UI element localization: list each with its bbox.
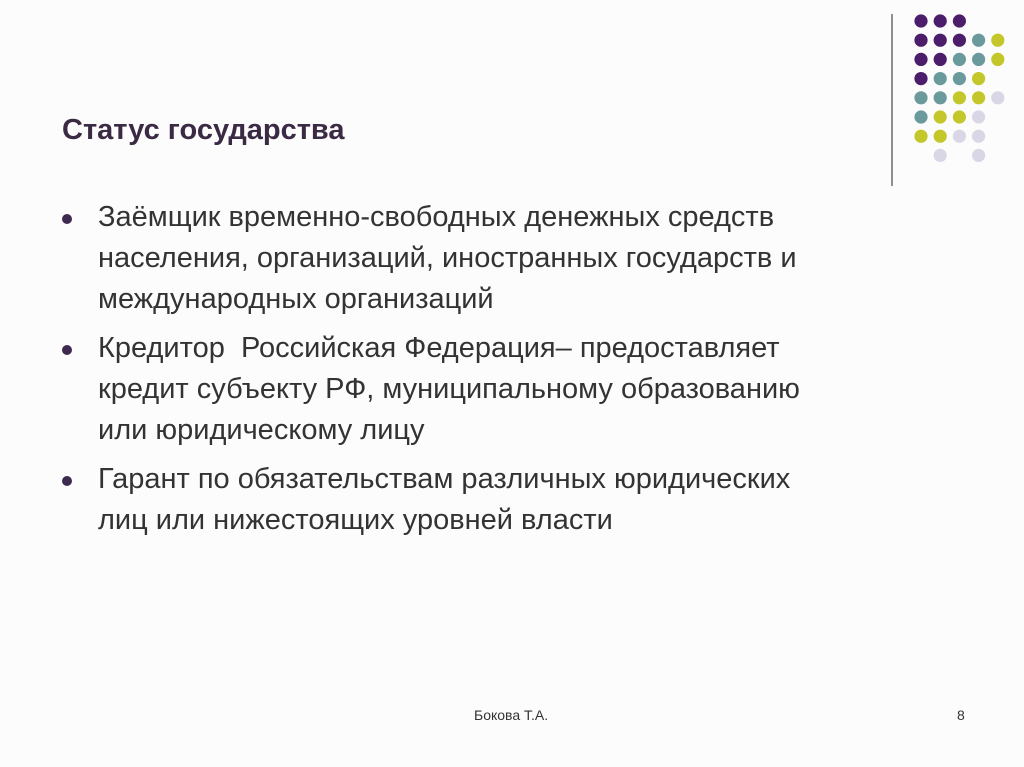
decorative-dot — [991, 91, 1004, 104]
decorative-dot — [934, 14, 947, 27]
decorative-dot — [953, 72, 966, 85]
decorative-dot — [914, 14, 927, 27]
decorative-dot — [953, 110, 966, 123]
decorative-dot — [972, 72, 985, 85]
decorative-dot-grid — [0, 0, 1024, 200]
bullet-list — [60, 197, 960, 549]
decorative-dot — [934, 53, 947, 66]
bullet-item-borrower — [60, 197, 960, 320]
slide-title: Статус государства — [62, 114, 345, 146]
decorative-dot — [914, 130, 927, 143]
decorative-dot — [991, 53, 1004, 66]
decorative-dot — [972, 149, 985, 162]
decorative-dot — [953, 53, 966, 66]
decorative-dot — [914, 91, 927, 104]
bullet-dot-icon — [62, 345, 72, 355]
decorative-dot — [914, 34, 927, 47]
footer-author: Бокова Т.А. — [474, 707, 549, 723]
bullet-line: Гарант по обязательствам различных юридических — [98, 463, 791, 495]
bullet-line: населения, организаций, иностранных государств и — [98, 242, 797, 274]
decorative-dot — [914, 72, 927, 85]
decorative-dot — [934, 72, 947, 85]
decorative-dot — [953, 34, 966, 47]
decorative-dot — [972, 130, 985, 143]
decorative-dot — [934, 130, 947, 143]
decorative-dot — [914, 110, 927, 123]
bullet-item-guarantor — [60, 459, 960, 541]
bullet-line: лиц или нижестоящих уровней власти — [98, 504, 613, 536]
decorative-dot — [953, 130, 966, 143]
decorative-dot — [914, 53, 927, 66]
bullet-item-creditor — [60, 328, 960, 451]
bullet-dot-icon — [62, 476, 72, 486]
bullet-line: кредит субъекту РФ, муниципальному образованию — [98, 373, 800, 405]
decorative-dot — [972, 91, 985, 104]
decorative-dot — [934, 110, 947, 123]
bullet-dot-icon — [62, 214, 72, 224]
decorative-dot — [972, 53, 985, 66]
decorative-dot — [953, 91, 966, 104]
decorative-dot — [934, 149, 947, 162]
vertical-divider — [891, 14, 893, 186]
decorative-dot — [953, 14, 966, 27]
decorative-dot — [972, 110, 985, 123]
decorative-dot — [972, 34, 985, 47]
bullet-line: Заёмщик временно-свободных денежных средств — [98, 201, 775, 233]
page-number: 8 — [957, 707, 965, 723]
decorative-dot — [934, 34, 947, 47]
decorative-dot — [934, 91, 947, 104]
bullet-line: Кредитор Российская Федерация– предоставляет — [98, 332, 780, 364]
decorative-dot — [991, 34, 1004, 47]
bullet-line: или юридическому лицу — [98, 414, 425, 446]
bullet-line: международных организаций — [98, 283, 494, 315]
